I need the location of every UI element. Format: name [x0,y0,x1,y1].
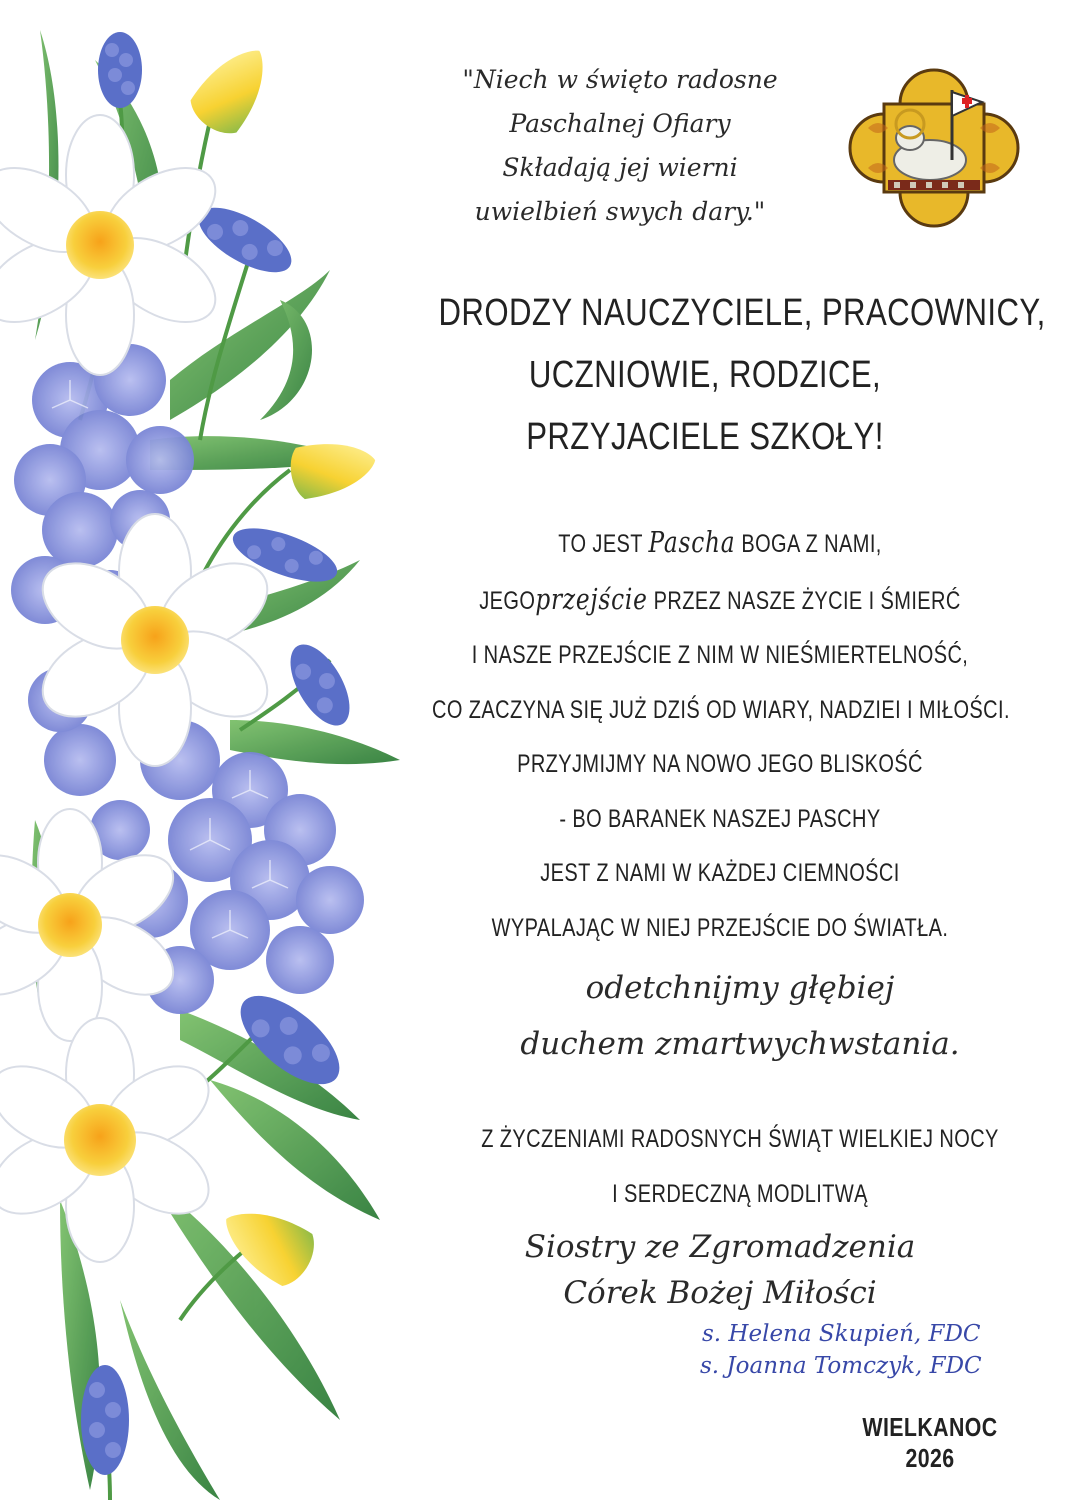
heading-line: UCZNIOWIE, RODZICE, [528,354,882,396]
body-line-6: - BO BARANEK NASZEJ PASCHY [559,804,881,833]
body-text: BOGA Z NAMI, [741,530,882,558]
message-body [360,515,1080,955]
quote-line: Paschalnej Ofiary [509,109,731,138]
body-line-4: CO ZACZYNA SIĘ JUŻ DZIŚ OD WIARY, NADZIEI I MIŁOŚCI. [432,695,1010,724]
quote-line: Składają jej wierni [502,153,738,182]
body-line-2 [432,572,1008,629]
body-line-8: WYPALAJĄC W NIEJ PRZEJŚCIE DO ŚWIATŁA. [491,913,949,942]
body-line-3: I NASZE PRZEJŚCIE Z NIM W NIEŚMIERTELNOŚĆ, [471,641,969,669]
wishes-block [380,1112,1080,1222]
paschal-lamb-emblem [848,68,1020,228]
heading-line: DRODZY NAUCZYCIELE, PRACOWNICY, [438,292,1046,334]
body-text: JEGO [479,586,536,615]
closing-script-line: odetchnijmy głębiej [585,970,895,1006]
sender-line: Córek Bożej Miłości [563,1275,877,1311]
body-line-1 [432,515,1008,572]
signature-line: s. Helena Skupień, FDC [702,1321,981,1347]
body-text: PRZEZ NASZE ŻYCIE I ŚMIERĆ [653,586,961,615]
heading-line: PRZYJACIELE SZKOŁY! [526,416,884,458]
wishes-line: I SERDECZNĄ MODLITWĄ [612,1180,868,1208]
floral-border-illustration [0,0,420,1511]
quote-line: "Niech w święto radosne [462,65,778,94]
body-text: TO JEST [558,530,643,558]
opening-quote [420,58,820,234]
body-line-7: JEST Z NAMI W KAŻDEJ CIEMNOŚCI [540,859,900,887]
closing-script [400,960,1080,1072]
body-line-5: PRZYJMIJMY NA NOWO JEGO BLISKOŚĆ [517,750,923,778]
easter-date: WIELKANOC 2026 [862,1412,998,1473]
sender-congregation [420,1224,1020,1316]
body-script-word: Pascha [648,525,736,559]
body-script-word: przejście [535,581,648,616]
handwritten-signatures [700,1318,1060,1382]
closing-script-line: duchem zmartwychwstania. [520,1026,960,1062]
greeting-heading [438,282,1046,468]
signature-line: s. Joanna Tomczyk, FDC [700,1353,982,1379]
quote-line: uwielbień swych dary." [474,197,766,226]
wishes-line: Z ŻYCZENIAMI RADOSNYCH ŚWIĄT WIELKIEJ NOCY [481,1125,999,1153]
sender-line: Siostry ze Zgromadzenia [524,1229,916,1265]
